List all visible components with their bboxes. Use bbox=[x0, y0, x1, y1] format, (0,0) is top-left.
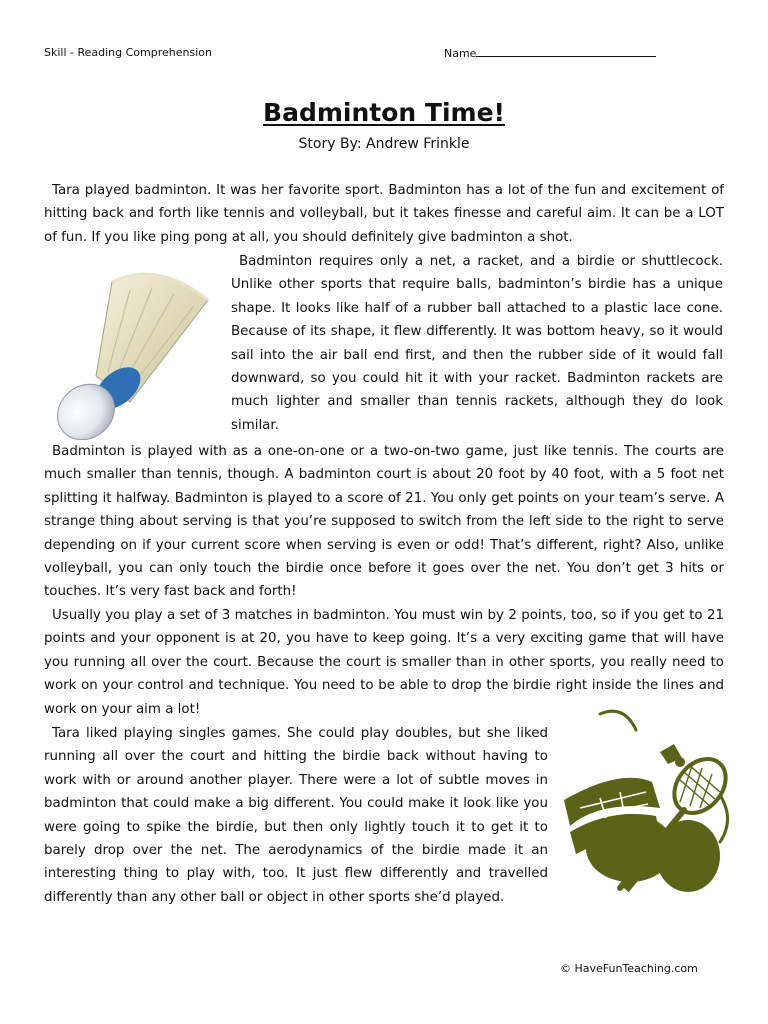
paragraph-5: Tara liked playing singles games. She could play doubles, but she liked running all over the court and hitting the birdie back without having to work with or around another player. There were a lot of subtle moves in badminton that could make a big different. You could make it look like you were going to spike the birdie, but then only lightly touch it to get it to barely drop over the net. The aerodynamics of the birdie made it an interesting thing to play with, too. It just flew differently and travelled differently than any other ball or object in other sports she’d played. bbox=[44, 726, 548, 905]
page-title: Badminton Time! bbox=[263, 98, 505, 127]
paragraph-2: Badminton requires only a net, a racket, and a birdie or shuttlecock. Unlike other sports that require balls, badminton’s birdie has a unique shape. It looks like half of a rubber ball attached to a plastic lace cone. Because of its shape, it flew differently. It was bottom heavy, so it would sail into the air ball end first, and then the rubber side of it would fall downward, so you could hit it with your racket. Badminton rackets are much lighter and smaller than tennis rackets, although they do look similar. bbox=[231, 254, 723, 433]
name-field bbox=[444, 46, 656, 60]
name-blank-line bbox=[476, 46, 656, 57]
paragraph-4: Usually you play a set of 3 matches in badminton. You must win by 2 points, too, so if you get to 21 points and your opponent is at 20, you have to keep going. It’s a very exciting game that will have you running all over the court. Because the court is smaller than in other sports, you really need to work on your control and technique. You need to be able to drop the birdie right inside the lines and work on your aim a lot! bbox=[44, 608, 724, 717]
shuttlecock-image bbox=[48, 264, 220, 440]
skill-label: Skill - Reading Comprehension bbox=[44, 46, 212, 59]
badminton-clipart bbox=[560, 708, 736, 898]
byline: Story By: Andrew Frinkle bbox=[298, 136, 470, 152]
name-label: Name bbox=[444, 47, 477, 60]
copyright-footer: © HaveFunTeaching.com bbox=[560, 962, 698, 975]
paragraph-3: Badminton is played with as a one-on-one or a two-on-two game, just like tennis. The courts are much smaller than tennis, though. A badminton court is about 20 foot by 40 foot, with a 5 foot net splitting it halfway. Badminton is played to a score of 21. You only get points on your team’s serve. A strange thing about serving is that you’re supposed to switch from the left side to the right to serve depending on if your current score when serving is even or odd! That’s different, right? Also, unlike volleyball, you can only touch the birdie once before it goes over the net. You don’t get 3 hits or touches. It’s very fast back and forth! bbox=[44, 444, 724, 600]
paragraph-1: Tara played badminton. It was her favorite sport. Badminton has a lot of the fun and excitement of hitting back and forth like tennis and volleyball, but it takes finesse and careful aim. It can be a LOT of fun. If you like ping pong at all, you should definitely give badminton a shot. bbox=[44, 183, 724, 245]
